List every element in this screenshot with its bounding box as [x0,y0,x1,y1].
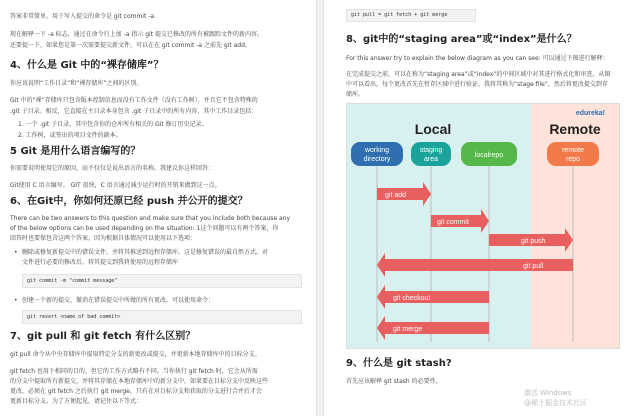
q8-line-4: 储库。 [346,91,365,98]
git-checkout-label: git checkout [393,295,431,302]
q4-item-1: 1. 一个 .git 子目录，其中包含你的仓库所有相关的 Git 修订历史记录。 [18,121,208,128]
q6-line-1: There can be two answers to this question and make sure that you include both because any [10,215,291,222]
q7-heading: 7、git pull 和 git fetch 有什么区别？ [10,331,196,342]
q5-line-1: 你需要说明使用它的原因，而不仅仅是说出语言的名称。我建议你这样回答： [10,165,215,172]
q6-bullet-1-line-2: 文件进行必要的修改后，将其提交到我将使用的远程存储库 [22,259,179,266]
q6-bullet-2: 创建一个新的提交，撤消在错误提交中所做的所有更改。可以使用命令： [22,297,215,304]
page-gutter [316,0,324,416]
code-block-commit: git commit -m "commit message" [22,274,302,288]
q5-line-2: Git使用 C 语言编写。 GIT 很快，C 语言通过减少运行时的开销来做到这一点。 [10,182,221,189]
intro-line-2: 现在解释一下 -a 标志，通过在命令行上加 -a 指示 git 提交已修改的所有被跟踪文件的新内容。 [10,31,263,38]
q6-line-2: of the below options can be used depending on the situation: 1这个问题可以有两个答案，你 [10,225,279,232]
left-page [0,0,316,416]
remote-node-label-2: repo [565,156,581,163]
remote-label: Remote [549,121,601,137]
localrepo-node-label: localrepo [474,152,504,159]
local-label: Local [414,121,452,137]
staging-node-label-1: staging [419,147,443,154]
bullet-dot-2: • [14,297,18,304]
git-commit-label: git commit [437,219,469,226]
q7-line-2: git fetch 也用于相同的目的，但它的工作方式略有不同。当你执行 git fetch 时，它会从所需 [10,368,258,375]
remote-node-label-1: remote [562,147,584,154]
git-push-label: git push [521,238,546,245]
juejin-watermark: @稀土掘金技术社区 [524,399,587,407]
activate-windows-watermark: 激活 Windows [524,389,572,397]
q7-line-1: git pull 命令从中央存储库中提取特定分支的新更改或提交，并更新本地存储库中的目标分支。 [10,351,261,358]
git-merge-label: git merge [393,326,423,333]
q4-line-3: .git 子目录。相反，它直接在主目录本身包含 .git 子目录中的所有内容，其中工作目录包括： [10,108,258,115]
q6-line-3: 回答时也要保包含这两个答案，因为根据具体情况可以使用以下选项： [10,235,197,242]
q7-line-3: 的分支中提取所有新提交，并将其存储在本地存储库中的新分支中。如果要在目标分支中反映这些 [10,378,269,385]
right-page [324,0,640,416]
q9-line-1: 首先应该解释 git stash 的必要性。 [346,378,442,385]
q5-heading: 5 Git 是用什么语言编写的？ [10,146,141,157]
q8-line-2: 在完成提交之前，可以在称为“staging area”或“index”的中间区域中对其进行格式化和审查。从图 [346,71,611,78]
q4-item-2: 2. 工作树，或签出的项目文件的副本。 [18,132,122,139]
git-pull-label: git pull [523,263,544,270]
code-block-revert: git revert <name of bad commit> [22,310,302,324]
q7-line-5: 更新目标分支。为了方便起见，请记住以下等式： [10,398,143,405]
edureka-logo: edureka! [575,110,605,117]
intro-line-3: 还要提一下，如果您是第一次需要提交新文件，可以在在 git commit -a 之前先 git add。 [10,42,251,49]
working-node-label-2: directory [363,156,391,163]
q8-line-3: 中可以看出，每个更改首先在暂存区域中进行验证，我将其称为“stage file”，然后将更改提交到存 [346,81,608,88]
git-workflow-diagram [346,103,620,349]
staging-node-label-2: area [423,156,439,163]
remote-zone [531,104,619,348]
q4-line-2: Git 中的“裸”存储库只包含版本控制信息而没有工作文件（没有工作树），并且它不包含特殊的 [10,97,258,104]
code-pull-equation: git pull = git fetch + git merge [346,9,476,22]
q4-line-1: 你应该说明“工作目录”和“裸存储库”之间的区别。 [10,80,143,87]
q8-heading: 8、git中的“staging area”或“index”是什么？ [346,34,577,45]
q9-heading: 9、什么是 git stash? [346,358,452,369]
q6-heading: 6、在Git中，你如何还原已经 push 并公开的提交？ [10,196,248,207]
q6-bullet-1-line-1: 删除或修复新提交中的错误文件，并将其推送到远程存储库。这是修复错误的最自然方式。对 [22,249,269,256]
q7-line-4: 更改，必须在 git fetch 之后执行 git merge。只有在对目标分支和获取的分支进行合并后才会 [10,388,262,395]
working-node-label-1: working [364,147,390,154]
q4-heading: 4、什么是 Git 中的“裸存储库”？ [10,60,164,71]
bullet-dot-1: • [14,249,18,256]
intro-line-1: 答案非常简单，用于写入提交的命令是 git commit -a. [10,13,156,20]
git-add-label: git add [385,192,407,199]
q8-line-1: For this answer try to explain the below diagram as you can see: 可以通过下图进行解释： [346,55,609,62]
